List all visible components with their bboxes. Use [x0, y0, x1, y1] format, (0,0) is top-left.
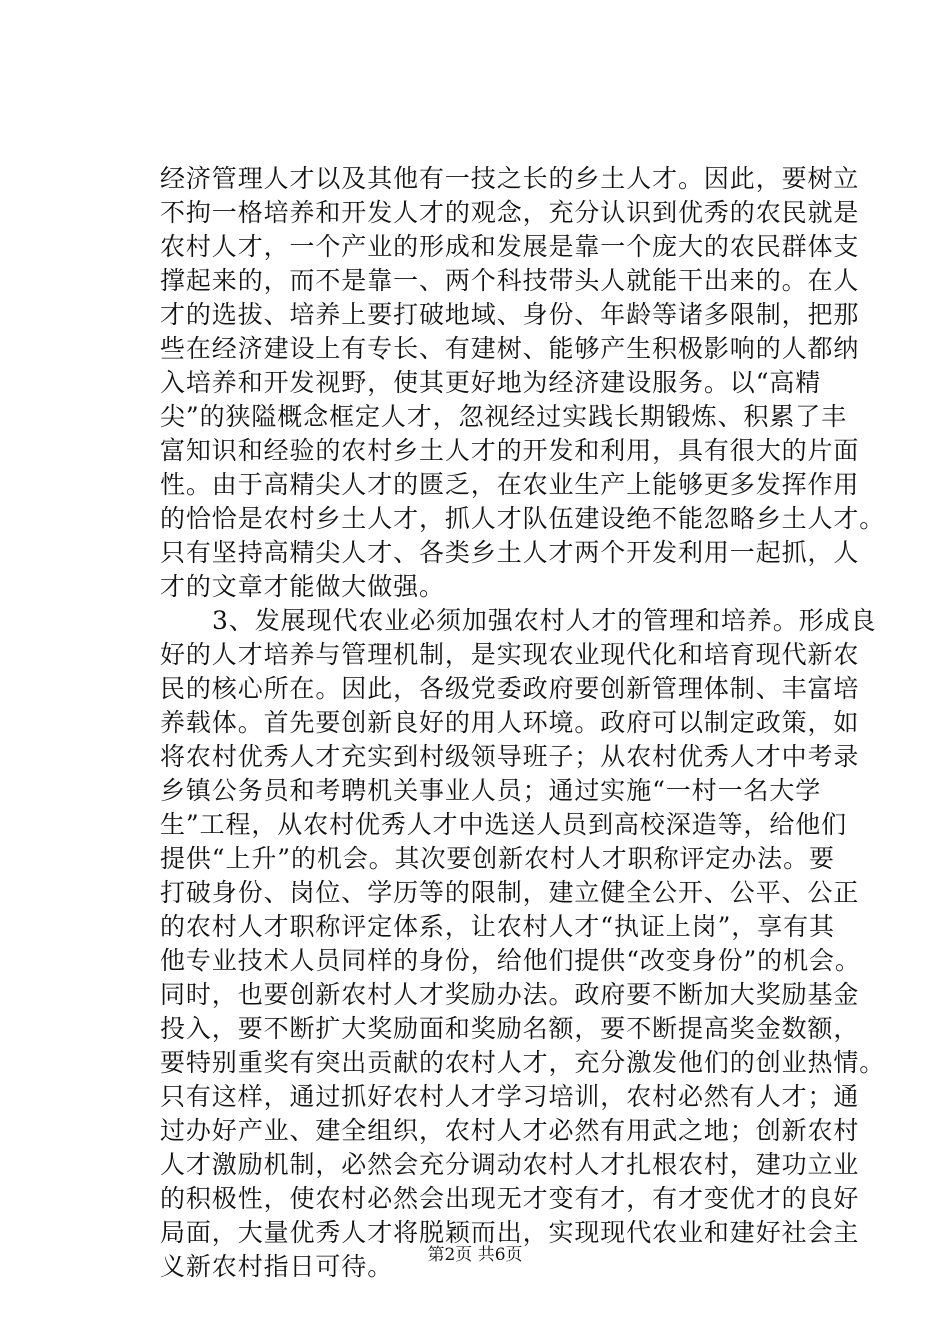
text-line: 人才激励机制，必然会充分调动农村人才扎根农村，建功立业: [160, 1150, 860, 1179]
text-line: 将农村优秀人才充实到村级领导班子；从农村优秀人才中考录: [160, 742, 860, 771]
text-line: 富知识和经验的农村乡土人才的开发和利用，具有很大的片面: [160, 436, 860, 465]
text-line: 好的人才培养与管理机制，是实现农业现代化和培育现代新农: [160, 640, 860, 669]
text-line: 性。由于高精尖人才的匮乏，在农业生产上能够更多发挥作用: [160, 470, 860, 499]
text-line: 才的选拔、培养上要打破地域、身份、年龄等诸多限制，把那: [160, 300, 860, 329]
text-line: 民的核心所在。因此，各级党委政府要创新管理体制、丰富培: [160, 674, 860, 703]
text-line: 他专业技术人员同样的身份，给他们提供“改变身份”的机会。: [160, 946, 861, 975]
text-line: 要特别重奖有突出贡献的农村人才，充分激发他们的创业热情。: [160, 1048, 886, 1077]
text-line: 生”工程，从农村优秀人才中选送人员到高校深造等，给他们: [160, 810, 848, 839]
text-line: 撑起来的，而不是靠一、两个科技带头人就能干出来的。在人: [160, 266, 860, 295]
text-line: 入培养和开发视野，使其更好地为经济建设服务。以“高精: [160, 368, 822, 397]
text-line: 的积极性，使农村必然会出现无才变有才，有才变优才的良好: [160, 1184, 860, 1213]
text-line: 尖”的狭隘概念框定人才，忽视经过实践长期锻炼、积累了丰: [160, 402, 848, 431]
text-line: 些在经济建设上有专长、有建树、能够产生积极影响的人都纳: [160, 334, 860, 363]
text-line: 义新农村指日可待。: [160, 1252, 394, 1281]
text-line: 农村人才，一个产业的形成和发展是靠一个庞大的农民群体支: [160, 232, 860, 261]
text-line: 提供“上升”的机会。其次要创新农村人才职称评定办法。要: [160, 844, 835, 873]
text-line: 不拘一格培养和开发人才的观念，充分认识到优秀的农民就是: [160, 198, 860, 227]
text-line: 投入，要不断扩大奖励面和奖励名额，要不断提高奖金数额，: [160, 1014, 860, 1043]
text-line: 打破身份、岗位、学历等的限制，建立健全公开、公平、公正: [160, 878, 860, 907]
text-line: 的农村人才职称评定体系，让农村人才“执证上岗”，享有其: [160, 912, 835, 941]
text-line: 才的文章才能做大做强。: [160, 572, 445, 601]
text-line: 只有这样，通过抓好农村人才学习培训，农村必然有人才；通: [160, 1082, 860, 1111]
text-line: 局面，大量优秀人才将脱颖而出，实现现代农业和建好社会主: [160, 1218, 860, 1247]
text-line: 只有坚持高精尖人才、各类乡土人才两个开发利用一起抓，人: [160, 538, 860, 567]
text-line: 同时，也要创新农村人才奖励办法。政府要不断加大奖励基金: [160, 980, 860, 1009]
text-line: 的恰恰是农村乡土人才，抓人才队伍建设绝不能忽略乡土人才。: [160, 504, 886, 533]
text-line: 养载体。首先要创新良好的用人环境。政府可以制定政策，如: [160, 708, 860, 737]
page-number-footer: 第2页 共6页: [427, 1245, 523, 1265]
text-line: 过办好产业、建全组织，农村人才必然有用武之地；创新农村: [160, 1116, 860, 1145]
body-text: [160, 162, 886, 1284]
paragraph-start-line: 3、发展现代农业必须加强农村人才的管理和培养。形成良: [212, 606, 877, 635]
text-line: 经济管理人才以及其他有一技之长的乡土人才。因此，要树立: [160, 164, 860, 193]
text-line: 乡镇公务员和考聘机关事业人员；通过实施“一村一名大学: [160, 776, 822, 805]
